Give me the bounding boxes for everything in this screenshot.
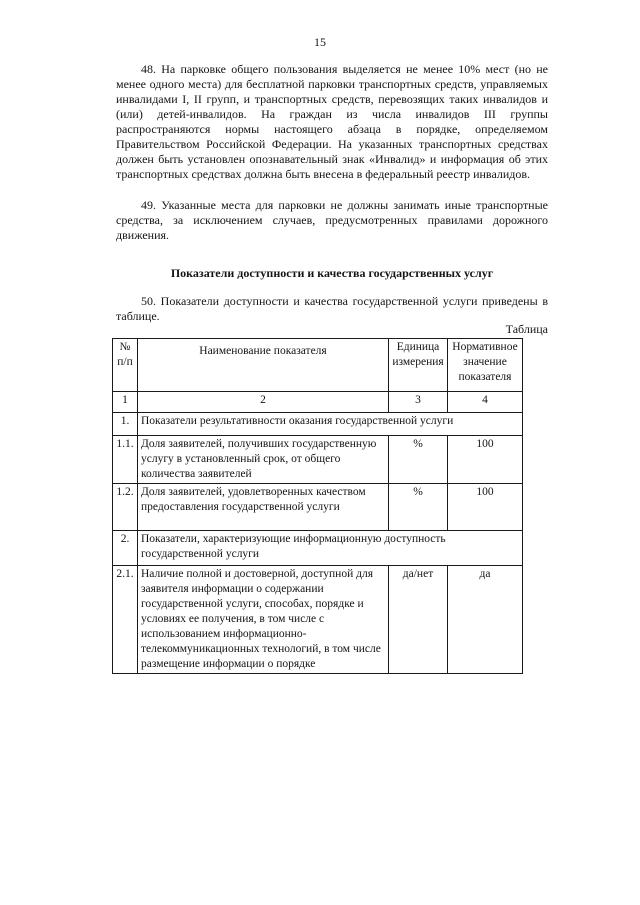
section-row-title: Показатели, характеризующие информационную доступность государственной услуги xyxy=(138,531,523,566)
column-number: 3 xyxy=(389,392,448,413)
indicator-norm: 100 xyxy=(448,484,523,531)
section-title: Показатели доступности и качества государственных услуг xyxy=(170,266,494,280)
indicator-unit: % xyxy=(389,436,448,484)
table-row xyxy=(113,484,523,531)
section-row-title: Показатели результативности оказания государственной услуги xyxy=(138,413,523,436)
column-number: 2 xyxy=(138,392,389,413)
column-number: 4 xyxy=(448,392,523,413)
indicator-name: Доля заявителей, получивших государственную услугу в установленный срок, от общего количества заявителей xyxy=(138,436,389,484)
row-number: 1. xyxy=(113,413,138,436)
paragraph-50: 50. Показатели доступности и качества государственной услуги приведены в таблице. xyxy=(116,294,548,323)
indicator-unit: % xyxy=(389,484,448,531)
section-row xyxy=(113,531,523,566)
indicator-norm: 100 xyxy=(448,436,523,484)
paragraph-48: 48. На парковке общего пользования выделяется не менее 10% мест (но не менее одного места) для бесплатной парковки транспортных средств, управляемых инвалидами I, II групп, и транспортных средств, перевозящих таких инвалидов и (или) детей-инвалидов. На граждан из числа инвалидов III группы распространяются нормы настоящего абзаца в порядке, определяемом Правительством Российской Федерации. На указанных транспортных средствах должен быть установлен опознавательный знак «Инвалид» и информация об этих транспортных средствах должна быть внесена в федеральный реестр инвалидов. xyxy=(116,62,548,181)
row-number: 2. xyxy=(113,531,138,566)
header-name: Наименование показателя xyxy=(138,339,389,392)
page-number: 15 xyxy=(314,35,326,49)
indicator-name: Доля заявителей, удовлетворенных качеством предоставления государственной услуги xyxy=(138,484,389,531)
table-row xyxy=(113,436,523,484)
indicators-table xyxy=(112,338,523,674)
header-num: № п/п xyxy=(113,339,138,392)
column-number: 1 xyxy=(113,392,138,413)
indicator-unit: да/нет xyxy=(389,566,448,674)
column-numbers-row xyxy=(113,392,523,413)
row-number: 2.1. xyxy=(113,566,138,674)
section-row xyxy=(113,413,523,436)
table-caption: Таблица xyxy=(505,322,548,336)
table-header-row xyxy=(113,339,523,392)
paragraph-49: 49. Указанные места для парковки не должны занимать иные транспортные средства, за исключением случаев, предусмотренных правилами дорожного движения. xyxy=(116,198,548,242)
table-row xyxy=(113,566,523,674)
indicator-name: Наличие полной и достоверной, доступной для заявителя информации о содержании государственной услуги, способах, порядке и условиях ее получения, в том числе с использованием информационно-телекоммуникационных технологий, в том числе размещение информации о порядке xyxy=(138,566,389,674)
header-norm: Нормативное значение показателя xyxy=(448,339,523,392)
indicator-norm: да xyxy=(448,566,523,674)
row-number: 1.1. xyxy=(113,436,138,484)
row-number: 1.2. xyxy=(113,484,138,531)
header-unit: Единица измерения xyxy=(389,339,448,392)
